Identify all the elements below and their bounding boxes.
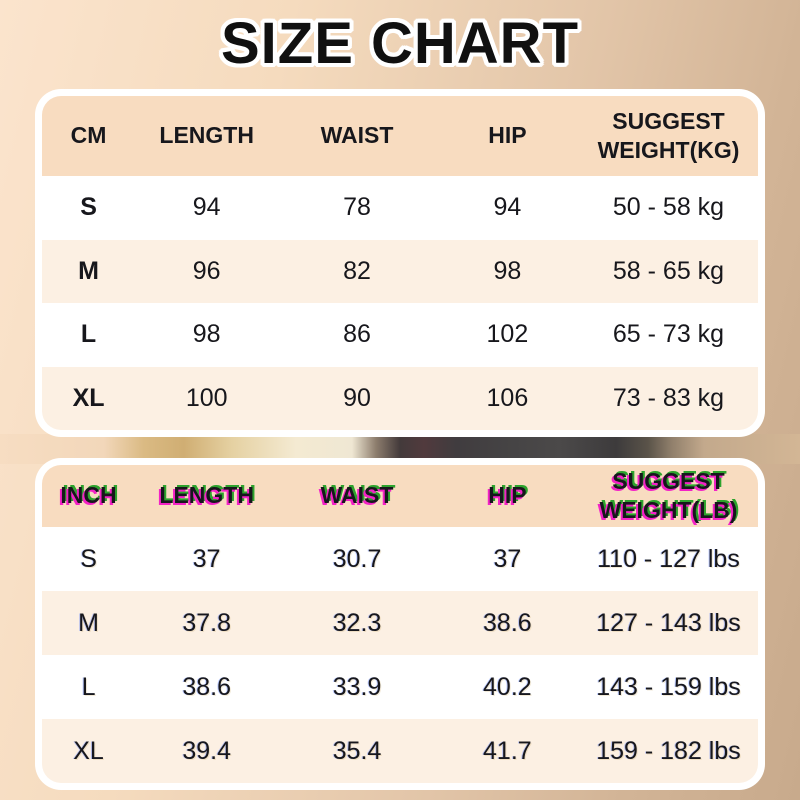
value-cell: 98: [192, 320, 221, 349]
value-cell: 39.4: [182, 736, 231, 765]
value-cell: 143 - 159 lbs: [596, 672, 741, 701]
page-title: SIZE CHART: [221, 11, 579, 76]
size-table-cm: [35, 89, 765, 437]
size-cell: XL: [72, 383, 105, 412]
table-row: [42, 176, 758, 240]
table-row: [42, 591, 758, 655]
value-cell: 33.9: [332, 672, 382, 701]
header-row: [42, 96, 758, 176]
table-row: [42, 367, 758, 431]
size-cell: S: [80, 193, 97, 222]
value-cell: 82: [343, 256, 371, 285]
value-cell: 38.6: [182, 672, 231, 701]
value-cell: 41.7: [483, 736, 532, 765]
value-cell: 86: [343, 320, 371, 349]
size-cell: L: [81, 672, 96, 701]
value-cell: 106: [486, 383, 529, 412]
table-row: [42, 655, 758, 719]
value-cell: 38.6: [483, 608, 532, 637]
table-row: [42, 527, 758, 591]
value-cell: 35.4: [332, 736, 382, 765]
table-row: [42, 240, 758, 304]
size-cell: L: [80, 320, 97, 349]
value-cell: 127 - 143 lbs: [596, 608, 741, 637]
value-cell: 94: [192, 193, 221, 222]
value-cell: 50 - 58 kg: [612, 193, 725, 222]
value-cell: 102: [486, 320, 529, 349]
value-cell: 40.2: [483, 672, 532, 701]
column-header-hip: HIP: [436, 465, 579, 527]
column-header-hip: HIP: [436, 96, 579, 176]
value-cell: 98: [493, 256, 522, 285]
column-header-length: LENGTH: [135, 465, 278, 527]
column-header-unit: INCH: [42, 465, 135, 527]
value-cell: 37.8: [182, 608, 231, 637]
value-cell: 37: [493, 544, 522, 573]
value-cell: 58 - 65 kg: [612, 256, 725, 285]
value-cell: 37: [192, 544, 221, 573]
column-header-length: LENGTH: [135, 96, 278, 176]
value-cell: 73 - 83 kg: [612, 383, 725, 412]
table-clip: [42, 96, 758, 430]
value-cell: 65 - 73 kg: [612, 320, 725, 349]
size-cell: M: [78, 608, 99, 637]
value-cell: 32.3: [332, 608, 382, 637]
value-cell: 100: [185, 383, 228, 412]
size-cell: M: [78, 256, 99, 285]
value-cell: 159 - 182 lbs: [596, 736, 741, 765]
size-table-inch: [35, 458, 765, 790]
table-row: [42, 303, 758, 367]
value-cell: 78: [343, 193, 371, 222]
column-header-waist: WAIST: [278, 465, 436, 527]
size-cell: S: [80, 544, 97, 573]
table-clip: [42, 465, 758, 783]
size-cell: XL: [73, 736, 104, 765]
value-cell: 110 - 127 lbs: [597, 544, 740, 573]
table-row: [42, 719, 758, 783]
value-cell: 96: [192, 256, 221, 285]
column-header-waist: WAIST: [278, 96, 436, 176]
header-row: [42, 465, 758, 527]
value-cell: 30.7: [332, 544, 382, 573]
value-cell: 94: [493, 193, 522, 222]
column-header-unit: CM: [42, 96, 135, 176]
column-header-weight: SUGGEST WEIGHT(LB): [579, 465, 758, 527]
column-header-weight: SUGGEST WEIGHT(KG): [579, 96, 758, 176]
value-cell: 90: [343, 383, 371, 412]
